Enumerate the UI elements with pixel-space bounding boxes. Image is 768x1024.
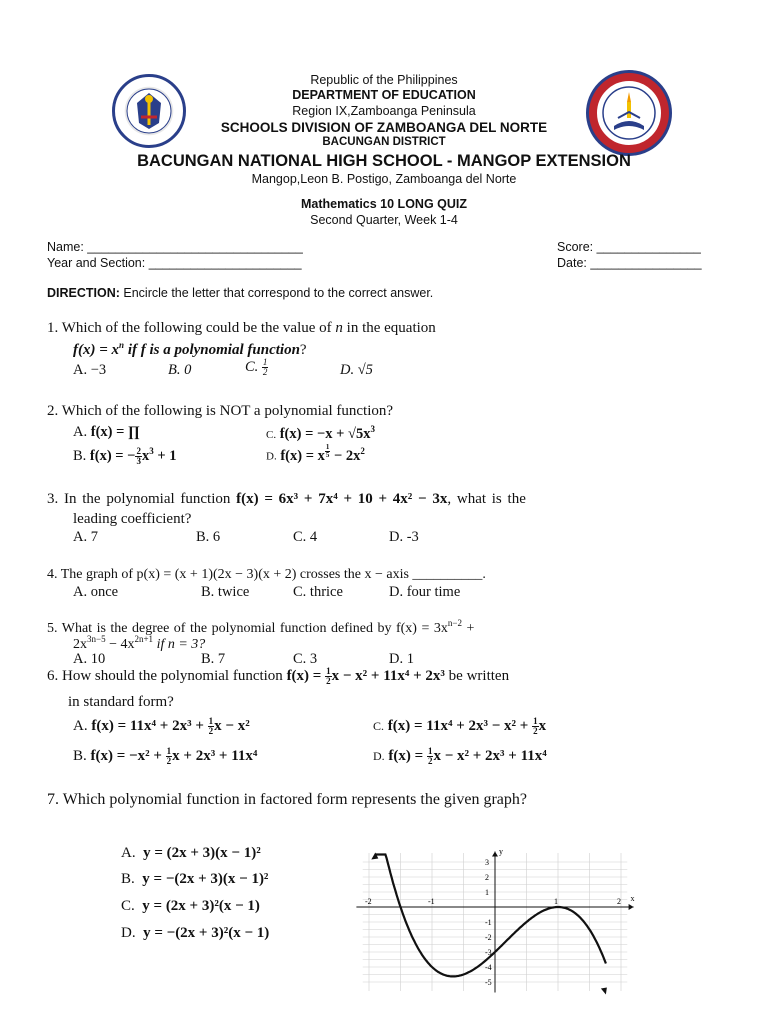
q1-option-d[interactable]: D. √5 [340, 362, 373, 378]
q2-option-a[interactable]: A. f(x) = ∏ [73, 424, 140, 440]
q5-option-a[interactable]: A. 10 [73, 651, 106, 667]
question-4: 4. The graph of p(x) = (x + 1)(2x − 3)(x + 2) crosses the x − axis __________. [47, 567, 486, 582]
header-department: DEPARTMENT OF EDUCATION [292, 88, 476, 102]
question-6: 6. How should the polynomial function f(x) = $\frac{1}{2}$ x − x² + 11x⁴ + 2x³ be written [47, 666, 510, 686]
quiz-title: Mathematics 10 LONG QUIZ [300, 197, 467, 211]
direction-label: DIRECTION: [47, 286, 120, 300]
graph-axes [356, 852, 633, 995]
header-republic: Republic of the Philippines [310, 73, 458, 87]
q1-option-c[interactable]: C. $\frac{1}{2}$ [245, 357, 268, 377]
q3-option-b[interactable]: B. 6 [196, 529, 221, 545]
question-5: 5. What is the degree of the polynomial function defined by $f(x) = 3x^{n-2}$ + [47, 618, 475, 636]
x-tick-label: -2 [365, 897, 372, 906]
y-axis-arrow [492, 852, 498, 857]
question-6-line2: in standard form? [68, 694, 174, 710]
q5-option-c[interactable]: C. 3 [293, 651, 318, 667]
x-axis-arrow [629, 904, 634, 910]
quiz-subtitle: Second Quarter, Week 1-4 [310, 213, 458, 227]
y-tick-label: 3 [485, 858, 489, 867]
question-5-line2: $2x^{3n-5} - 4x^{2n+1}$ if n = 3? [73, 634, 206, 652]
y-tick-label: -1 [485, 918, 492, 927]
q4-option-b[interactable]: B. twice [201, 584, 250, 600]
direction [47, 286, 433, 300]
q6-option-b[interactable]: B. f(x) = −x² + $\frac{1}{2}$ x + 2x³ + 11x⁴ [73, 746, 258, 766]
score-field[interactable]: Score: _______________ [557, 240, 701, 254]
question-1: 1. Which of the following could be the value of n in the equation [47, 320, 436, 336]
school-address: Mangop,Leon B. Postigo, Zamboanga del Norte [251, 172, 517, 186]
y-tick-label: 2 [485, 873, 489, 882]
graph-tick-labels [365, 847, 634, 987]
date-field[interactable]: Date: ________________ [557, 256, 702, 270]
y-tick-label: -5 [485, 978, 492, 987]
q6-option-c[interactable]: C. f(x) = 11x⁴ + 2x³ − x² + $\frac{1}{2}$ x [373, 716, 547, 736]
x-axis-label: x [630, 894, 635, 903]
y-tick-label: 1 [485, 888, 489, 897]
y-tick-label: -3 [485, 948, 492, 957]
q7-option-b[interactable]: B. y = −(2x + 3)(x − 1)² [121, 871, 269, 887]
graph-curve [375, 855, 606, 977]
header-division: SCHOOLS DIVISION OF ZAMBOANGA DEL NORTE [220, 120, 548, 135]
question-1-equation: $f(x) = x^n$ if f is a polynomial function? [73, 340, 307, 358]
q5-option-b[interactable]: B. 7 [201, 651, 226, 667]
y-tick-label: -2 [485, 933, 492, 942]
q2-option-d[interactable]: D. f(x) = x $^{\frac{1}{5}}$ − $2x^2$ [266, 443, 365, 464]
x-tick-label: -1 [428, 897, 435, 906]
q1-option-b[interactable]: B. 0 [168, 362, 192, 378]
q4-option-a[interactable]: A. once [73, 584, 119, 600]
name-field[interactable]: Name: _______________________________ [47, 240, 303, 254]
q2-option-b[interactable]: B. f(x) = − $\frac{2}{3}$ $x^3 + 1$ [73, 446, 177, 467]
header-region: Region IX,Zamboanga Peninsula [292, 104, 476, 118]
q4-option-d[interactable]: D. four time [389, 584, 461, 600]
q3-option-c[interactable]: C. 4 [293, 529, 318, 545]
direction-text: Encircle the letter that correspond to the correct answer. [119, 286, 434, 300]
year-section-field[interactable]: Year and Section: ______________________ [47, 256, 302, 270]
q5-option-d[interactable]: D. 1 [389, 651, 414, 667]
q3-option-d[interactable]: D. -3 [389, 529, 419, 545]
header-district: BACUNGAN DISTRICT [322, 136, 446, 148]
q3-option-a[interactable]: A. 7 [73, 529, 98, 545]
q7-option-c[interactable]: C. y = (2x + 3)²(x − 1) [121, 898, 260, 914]
x-tick-label: 1 [554, 897, 558, 906]
q6-option-d[interactable]: D. f(x) = $\frac{1}{2}$ x − x² + 2x³ + 11x⁴ [373, 746, 547, 766]
q4-option-c[interactable]: C. thrice [293, 584, 343, 600]
y-tick-label: -4 [485, 963, 492, 972]
question-3-line2: leading coefficient? [73, 511, 192, 527]
school-name: BACUNGAN NATIONAL HIGH SCHOOL - MANGOP EXTENSION [137, 152, 631, 170]
q2-option-c[interactable]: C. $f(x) = -x + √5x^3$ [266, 424, 375, 442]
q7-option-d[interactable]: D. y = −(2x + 3)²(x − 1) [121, 925, 270, 941]
q1-option-a[interactable]: A. −3 [73, 362, 107, 378]
q7-option-a[interactable]: A. y = (2x + 3)(x − 1)² [121, 845, 261, 861]
x-tick-label: 2 [617, 897, 621, 906]
curve-arrow-end [601, 988, 607, 995]
q6-option-a[interactable]: A. f(x) = 11x⁴ + 2x³ + $\frac{1}{2}$ x − x² [73, 716, 250, 736]
question-7: 7. Which polynomial function in factored form represents the given graph? [47, 791, 527, 808]
polynomial-graph [365, 825, 635, 1015]
question-2: 2. Which of the following is NOT a polynomial function? [47, 403, 394, 419]
question-3: 3. In the polynomial function f(x) = 6x³ + 7x⁴ + 10 + 4x² − 3x, what is the [47, 491, 526, 507]
y-axis-label: y [499, 846, 503, 856]
